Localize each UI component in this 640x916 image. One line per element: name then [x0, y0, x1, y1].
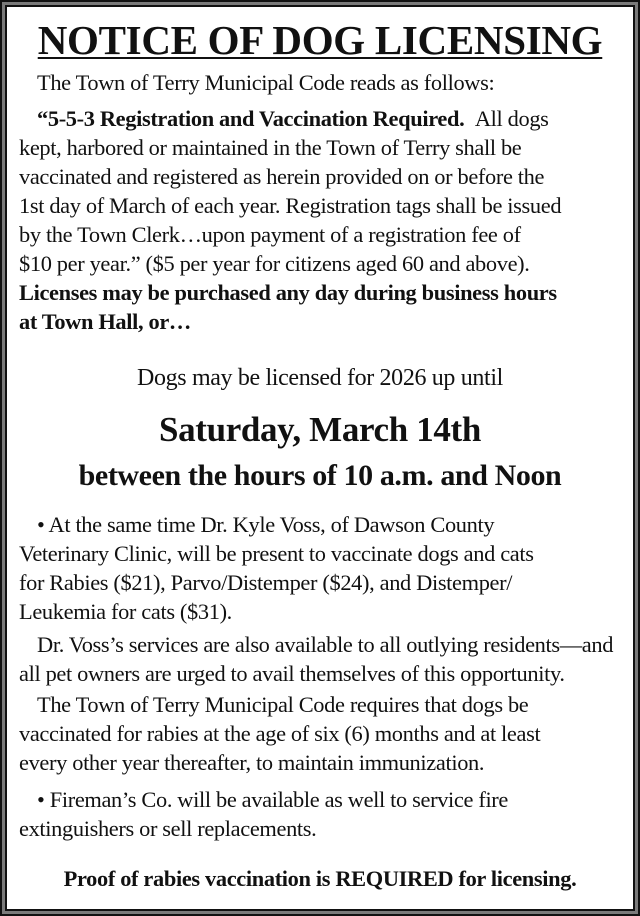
code-section-line-1: [37, 104, 640, 133]
code-section-text: All dogs: [474, 106, 549, 131]
vet-line-2: Veterinary Clinic, will be present to vaccinate dogs and cats: [19, 541, 534, 566]
code-section-line-5: by the Town Clerk…upon payment of a registration fee of: [19, 222, 521, 247]
vet-line-3: for Rabies ($21), Parvo/Distemper ($24), and Distemper/: [19, 570, 513, 595]
code-section-line-4: 1st day of March of each year. Registration tags shall be issued: [19, 193, 562, 218]
intro-line: The Town of Terry Municipal Code reads as follows:: [37, 70, 495, 95]
purchase-note-line-1: Licenses may be purchased any day during business hours: [19, 280, 557, 305]
vet-line-1: • At the same time Dr. Kyle Voss, of Dawson County: [37, 512, 495, 537]
purchase-note-line-2: at Town Hall, or…: [19, 309, 191, 334]
fireman-line-1: • Fireman’s Co. will be available as well to service fire: [37, 787, 509, 812]
services-line-1: Dr. Voss’s services are also available to all outlying residents—and: [37, 632, 614, 657]
deadline-hours: between the hours of 10 a.m. and Noon: [78, 459, 562, 492]
deadline-date: Saturday, March 14th: [159, 410, 481, 449]
vet-line-4: Leukemia for cats ($31).: [19, 599, 232, 624]
code-section-line-2: kept, harbored or maintained in the Town of Terry shall be: [19, 135, 522, 160]
code-section-heading: “5-5-3 Registration and Vaccination Required.: [37, 106, 465, 131]
services-line-2: all pet owners are urged to avail themselves of this opportunity.: [19, 661, 565, 686]
code-section-line-6: $10 per year.” ($5 per year for citizens aged 60 and above).: [19, 251, 530, 276]
rabies-line-2: vaccinated for rabies at the age of six (6) months and at least: [19, 721, 541, 746]
deadline-lead: Dogs may be licensed for 2026 up until: [137, 365, 503, 391]
notice-title: [0, 16, 640, 64]
notice-title-text: NOTICE OF DOG LICENSING: [37, 17, 603, 63]
proof-required: Proof of rabies vaccination is REQUIRED for licensing.: [63, 866, 577, 891]
code-section-line-3: vaccinated and registered as herein provided on or before the: [19, 164, 545, 189]
rabies-line-1: The Town of Terry Municipal Code requires that dogs be: [37, 692, 529, 717]
rabies-line-3: every other year thereafter, to maintain immunization.: [19, 750, 485, 775]
fireman-line-2: extinguishers or sell replacements.: [19, 816, 317, 841]
